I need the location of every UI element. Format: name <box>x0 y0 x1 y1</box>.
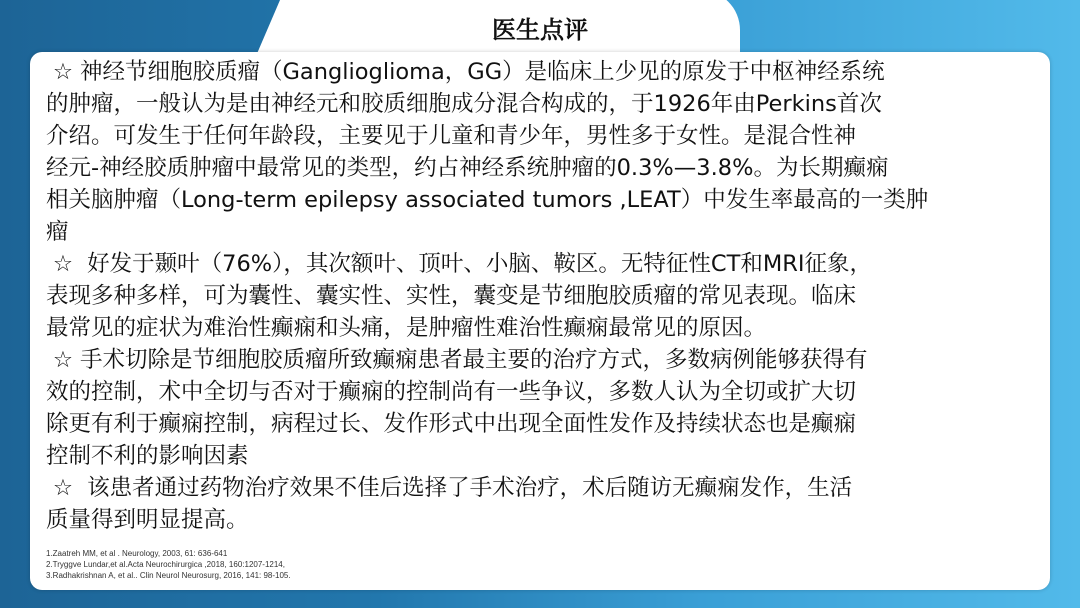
paragraph <box>46 472 1046 536</box>
text-line <box>46 120 1046 152</box>
reference-item: 1.Zaatreh MM, et al . Neurology, 2003, 61: 636-641 <box>46 549 228 558</box>
text-span: 好发于颞叶（76%），其次额叶、顶叶、小脑、鞍区。无特征性CT和MRI征象， <box>80 251 873 277</box>
text-span: 瘤 <box>46 219 69 245</box>
text-span: 效的控制，术中全切与否对于癫痫的控制尚有一些争议，多数人认为全切或扩大切 <box>46 379 857 405</box>
text-line <box>46 184 1046 216</box>
text-line <box>46 472 1046 504</box>
paragraph <box>46 56 1046 248</box>
text-line <box>46 56 1046 88</box>
text-line <box>46 344 1046 376</box>
text-span: 控制不利的影响因素 <box>46 443 249 469</box>
text-line <box>46 248 1046 280</box>
star-icon: ☆ <box>52 475 74 501</box>
text-span: 质量得到明显提高。 <box>46 507 249 533</box>
star-icon: ☆ <box>52 59 74 85</box>
text-span: 手术切除是节细胞胶质瘤所致癫痫患者最主要的治疗方式，多数病例能够获得有 <box>80 347 868 373</box>
text-span: 经元-神经胶质肿瘤中最常见的类型，约占神经系统肿瘤的0.3%—3.8%。为长期癫痫 <box>46 155 889 181</box>
text-line <box>46 376 1046 408</box>
paragraph <box>46 344 1046 472</box>
text-line <box>46 408 1046 440</box>
text-span: 神经节细胞胶质瘤（Ganglioglioma，GG）是临床上少见的原发于中枢神经系统 <box>80 59 885 85</box>
text-line <box>46 152 1046 184</box>
text-span: 的肿瘤，一般认为是由神经元和胶质细胞成分混合构成的，于1926年由Perkins首次 <box>46 91 882 117</box>
reference-item: 2.Tryggve Lundar,et al.Acta Neurochirurgica ,2018, 160:1207-1214, <box>46 560 285 569</box>
star-icon: ☆ <box>52 251 74 277</box>
text-span: 该患者通过药物治疗效果不佳后选择了手术治疗，术后随访无癫痫发作，生活 <box>80 475 853 501</box>
paragraph <box>46 248 1046 344</box>
text-span: 相关脑肿瘤（Long-term epilepsy associated tumors ,LEAT）中发生率最高的一类肿 <box>46 187 929 213</box>
references <box>46 548 291 581</box>
text-span: 最常见的症状为难治性癫痫和头痛，是肿瘤性难治性癫痫最常见的原因。 <box>46 315 767 341</box>
content-body <box>46 56 1046 536</box>
star-icon: ☆ <box>52 347 74 373</box>
text-line <box>46 504 1046 536</box>
page-title: 医生点评 <box>492 16 588 44</box>
text-line <box>46 216 1046 248</box>
text-line <box>46 440 1046 472</box>
text-line <box>46 88 1046 120</box>
reference-item: 3.Radhakrishnan A, et al.. Clin Neurol Neurosurg, 2016, 141: 98-105. <box>46 571 291 580</box>
text-span: 除更有利于癫痫控制，病程过长、发作形式中出现全面性发作及持续状态也是癫痫 <box>46 411 857 437</box>
text-line <box>46 280 1046 312</box>
text-line <box>46 312 1046 344</box>
text-span: 表现多种多样，可为囊性、囊实性、实性，囊变是节细胞胶质瘤的常见表现。临床 <box>46 283 857 309</box>
text-span: 介绍。可发生于任何年龄段，主要见于儿童和青少年，男性多于女性。是混合性神 <box>46 123 857 149</box>
